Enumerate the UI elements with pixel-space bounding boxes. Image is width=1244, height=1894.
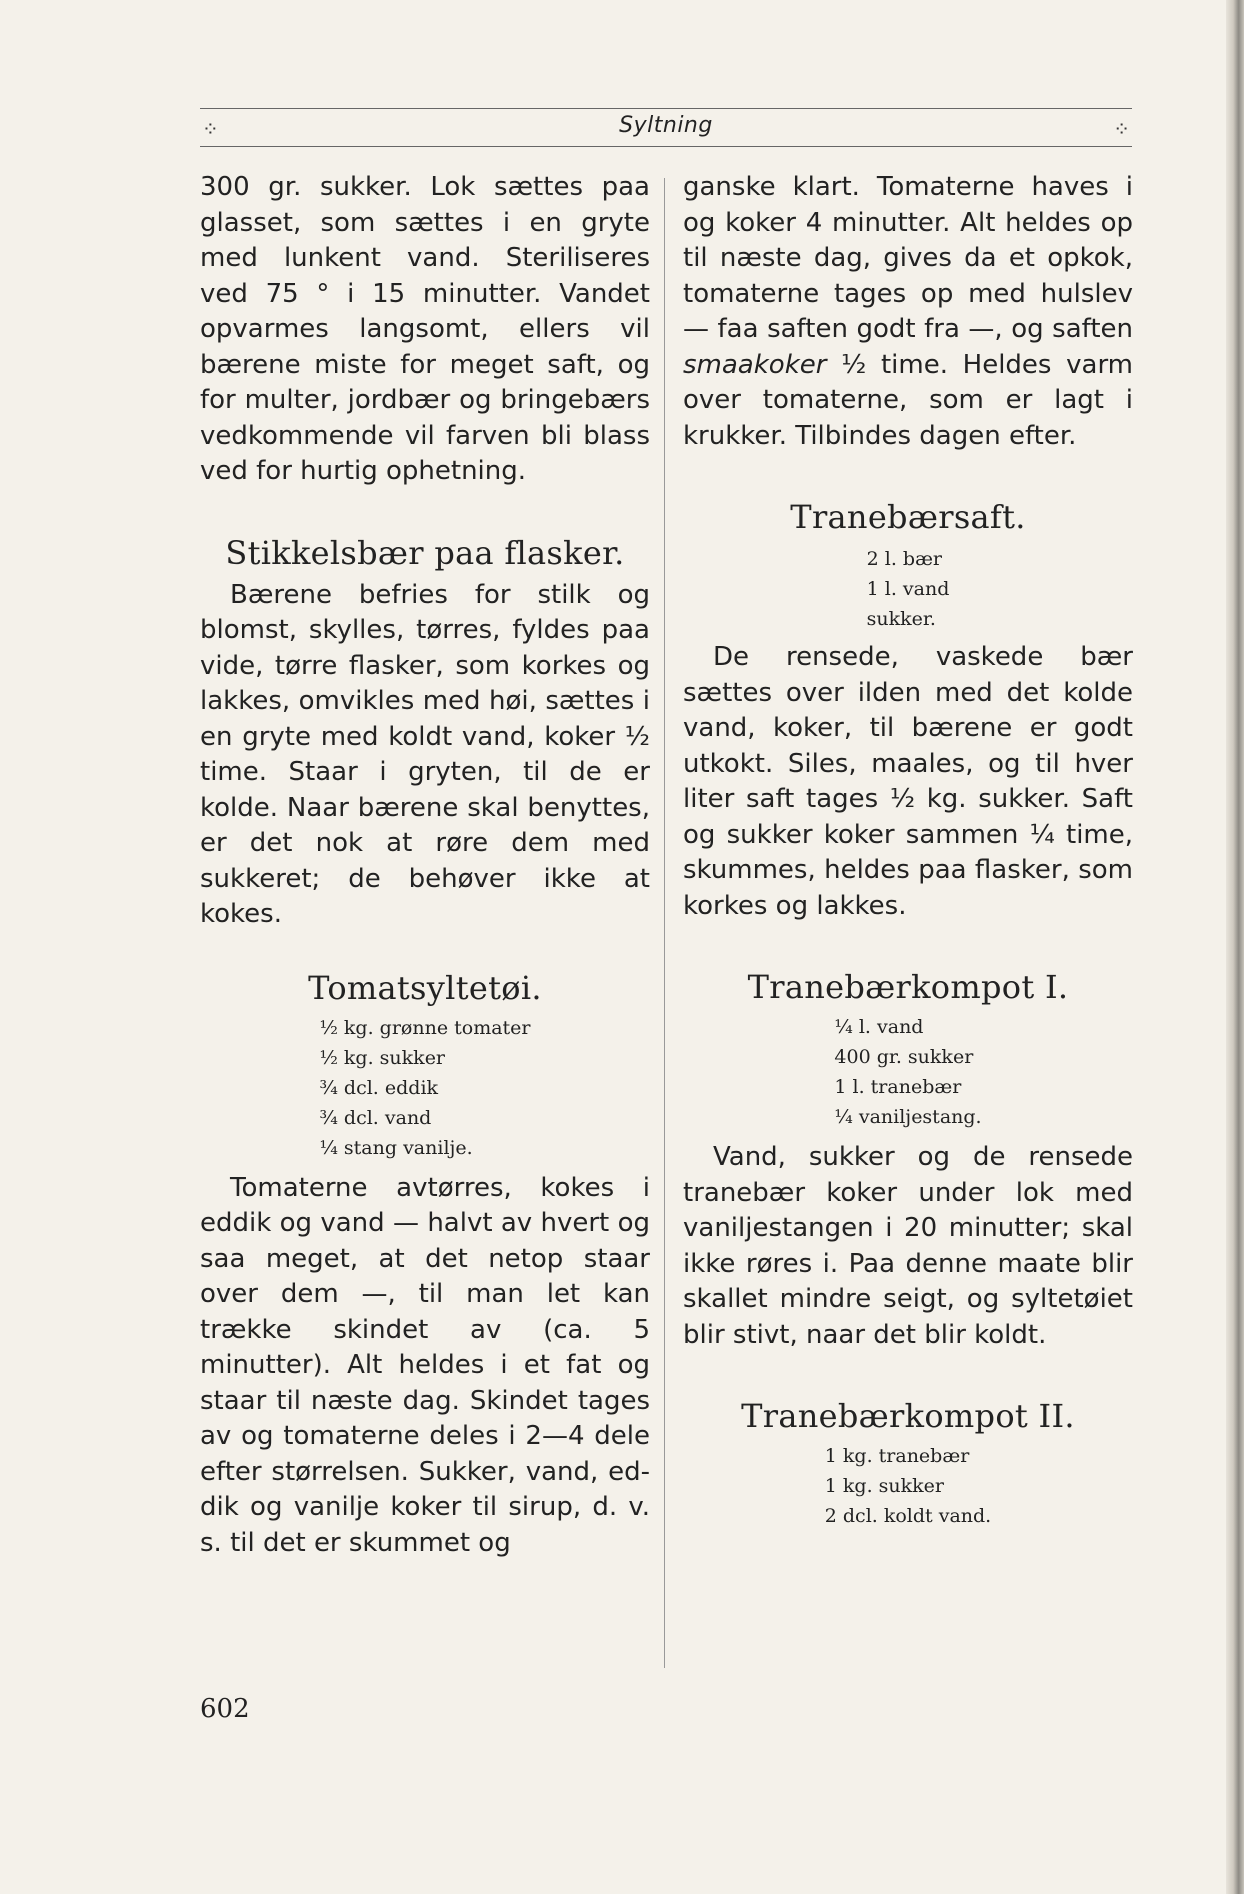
- ingredient-line: 1 kg. sukker: [824, 1475, 944, 1497]
- kompot-1-ingredients: [683, 1012, 1133, 1132]
- ingredient-line: ½ kg. grønne tomater: [319, 1016, 531, 1039]
- heading-stikkelsbaer: Stikkelsbær paa flasker.: [225, 533, 625, 572]
- ingredient-line: ½ kg. sukker: [319, 1046, 446, 1069]
- header-rule-bottom: [200, 146, 1132, 147]
- kompot-2-ingredients: [683, 1441, 1133, 1531]
- ingredient-line: ¾ dcl. eddik: [319, 1076, 439, 1099]
- continued-text-a: ganske klart. Tomaterne haves i og koker 4 minutter. Alt heldes op til næste dag, gives da et opkok, tomaterne tages op med hulslev — faa saften godt fra —, og saften: [683, 172, 1133, 344]
- tomatsyltetoi-paragraph: Tomaterne avtørres, kokes i eddik og vand — halvt av hvert og saa meget, at det netop staar over dem —, til man let kan trække skindet av (ca. 5 minutter). Alt heldes i et fat og staar til næste dag. Skindet tages av og tomaterne deles i 2—4 dele efter størrelsen. Sukker, vand, eddik og vanilje koker til sirup, d. v. s. til det er skummet og: [200, 1172, 650, 1558]
- kompot-1-paragraph: Vand, sukker og de rensede tranebær koker under lok med vaniljestangen i 20 minutter; skal ikke røres i. Paa denne maate blir skallet mindre seigt, og syltetøiet blir stivt, naar det blir koldt.: [683, 1142, 1133, 1350]
- ingredient-line: 1 l. tranebær: [834, 1076, 962, 1098]
- continued-paragraph: [683, 170, 1133, 454]
- ingredient-line: 400 gr. sukker: [834, 1046, 974, 1068]
- header-title: Syltning: [619, 113, 713, 138]
- ingredient-line: ¼ stang vanilje.: [319, 1136, 473, 1159]
- right-column: [683, 170, 1133, 1531]
- intro-paragraph: 300 gr. sukker. Lok sættes paa glasset, som sættes i en gryte med lunkent vand. Steriliseres ved 75 ° i 15 minutter. Vandet opvarmes langsomt, ellers vil bærene miste for meget saft, og for multer, jordbær og bringebærs vedkommende vil farven bli blass ved for hurtig ophetning.: [200, 172, 650, 486]
- heading-kompot-1: Tranebærkompot I.: [747, 968, 1069, 1006]
- ingredient-line: sukker.: [866, 608, 936, 630]
- ingredient-line: ¾ dcl. vand: [319, 1106, 432, 1129]
- continued-text-b: ½ time. Heldes varm over tomaterne, som er lagt i krukker. Tilbindes dagen efter.: [683, 349, 1134, 451]
- ornament-left-icon: ⁘: [202, 117, 219, 141]
- heading-tomatsyltetoi: Tomatsyltetøi.: [308, 968, 542, 1007]
- ingredient-line: 2 l. bær: [866, 548, 943, 570]
- ingredient-line: 1 l. vand: [866, 578, 950, 600]
- ornament-right-icon: ⁘: [1113, 117, 1130, 141]
- page-number: 602: [200, 1694, 250, 1724]
- tomatsyltetoi-ingredients: [200, 1013, 650, 1163]
- heading-kompot-2: Tranebærkompot II.: [741, 1397, 1075, 1435]
- continued-emphasis: smaakoker: [683, 349, 827, 380]
- ingredient-line: ¼ l. vand: [834, 1016, 924, 1038]
- ingredient-line: 2 dcl. koldt vand.: [824, 1505, 992, 1527]
- left-column: [200, 170, 650, 1561]
- heading-tranebaersaft: Tranebærsaft.: [790, 498, 1026, 536]
- tranebaersaft-ingredients: [683, 544, 1133, 634]
- ingredient-line: 1 kg. tranebær: [824, 1445, 970, 1467]
- stikkelsbaer-paragraph: Bærene befries for stilk og blomst, skylles, tørres, fyldes paa vide, tørre flasker, som korkes og lakkes, omvikles med høi, sættes i en gryte med koldt vand, koker ½ time. Staar i gryten, til de er kolde. Naar bærene skal benyttes, er det nok at røre dem med sukkeret; de behøver ikke at kokes.: [200, 579, 650, 929]
- column-divider: [664, 178, 665, 1668]
- running-header: [200, 108, 1132, 148]
- header-rule-top: [200, 108, 1132, 109]
- tranebaersaft-paragraph: De rensede, vaskede bær sættes over ilden med det kolde vand, koker, til bærene er godt utkokt. Siles, maales, og til hver liter saft tages ½ kg. sukker. Saft og sukker koker sammen ¼ time, skummes, heldes paa flasker, som korkes og lakkes.: [683, 642, 1133, 921]
- ingredient-line: ¼ vaniljestang.: [834, 1106, 982, 1128]
- page-edge-shadow: [1226, 0, 1244, 1894]
